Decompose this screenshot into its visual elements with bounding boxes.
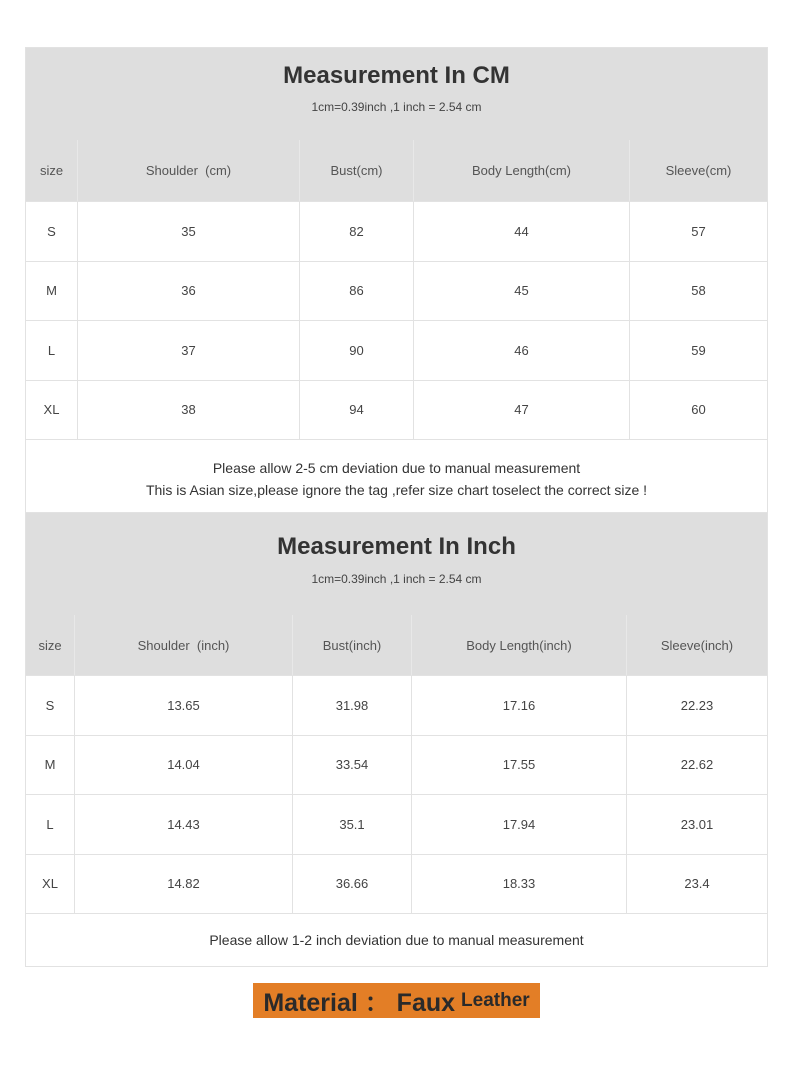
column-header-size: size <box>26 615 75 675</box>
shoulder-cell: 35 <box>78 202 300 261</box>
sleeve-cell: 23.01 <box>680 816 714 832</box>
inch-size-chart <box>25 513 768 967</box>
table-row <box>26 201 767 261</box>
body-length-cell: 44 <box>414 202 630 261</box>
sleeve-cell: 60 <box>691 402 706 418</box>
table-row <box>26 261 767 321</box>
size-cell: S <box>26 202 78 261</box>
size-cell: XL <box>26 855 75 914</box>
inch-chart-conversion-note: 1cm=0.39inch ,1 inch = 2.54 cm <box>311 572 482 586</box>
cm-size-chart <box>25 47 768 513</box>
column-header-shoulder: Shoulder (cm) <box>78 140 300 201</box>
size-cell: M <box>26 736 75 795</box>
bust-cell: 36.66 <box>293 855 412 914</box>
inch-column-headers <box>26 615 767 675</box>
column-header-shoulder: Shoulder (inch) <box>75 615 293 675</box>
table-row <box>26 675 767 735</box>
size-cell: L <box>26 795 75 854</box>
bust-cell: 82 <box>300 202 414 261</box>
sleeve-cell: 59 <box>691 342 706 358</box>
sleeve-cell: 58 <box>691 283 706 299</box>
size-cell: XL <box>26 381 78 440</box>
body-length-cell: 17.94 <box>412 795 627 854</box>
body-length-cell: 47 <box>414 381 630 440</box>
shoulder-cell: 37 <box>78 321 300 380</box>
inch-chart-title: Measurement In Inch <box>277 533 516 560</box>
size-cell: S <box>26 676 75 735</box>
material-banner <box>253 983 540 1018</box>
shoulder-cell: 14.04 <box>75 736 293 795</box>
bust-cell: 86 <box>300 262 414 321</box>
shoulder-cell: 36 <box>78 262 300 321</box>
asian-size-note-line: This is Asian size,please ignore the tag ,refer size chart toselect the correct size ! <box>145 482 648 498</box>
column-header-sleeve: Sleeve(inch) <box>660 637 734 653</box>
sleeve-cell: 22.62 <box>680 757 714 773</box>
material-label: Material ： Faux <box>263 988 456 1017</box>
table-row <box>26 794 767 854</box>
material-value: Leather <box>461 989 530 1011</box>
bust-cell: 33.54 <box>293 736 412 795</box>
deviation-note-line: Please allow 2-5 cm deviation due to manual measurement <box>212 460 581 476</box>
body-length-cell: 18.33 <box>412 855 627 914</box>
body-length-cell: 17.16 <box>412 676 627 735</box>
cm-deviation-note <box>26 439 767 514</box>
cm-column-headers <box>26 140 767 201</box>
shoulder-cell: 14.82 <box>75 855 293 914</box>
body-length-cell: 45 <box>414 262 630 321</box>
deviation-note-line: Please allow 1-2 inch deviation due to manual measurement <box>209 932 584 948</box>
table-row <box>26 380 767 440</box>
shoulder-cell: 13.65 <box>75 676 293 735</box>
body-length-cell: 17.55 <box>412 736 627 795</box>
cm-chart-title: Measurement In CM <box>283 62 510 89</box>
inch-chart-header <box>26 513 767 675</box>
column-header-bust: Bust(cm) <box>300 140 414 201</box>
table-row <box>26 854 767 914</box>
bust-cell: 35.1 <box>293 795 412 854</box>
column-header-body-length: Body Length(cm) <box>414 140 630 201</box>
bust-cell: 94 <box>300 381 414 440</box>
table-row <box>26 320 767 380</box>
column-header-size: size <box>26 140 78 201</box>
cm-chart-header <box>26 48 767 201</box>
size-cell: M <box>26 262 78 321</box>
bust-cell: 31.98 <box>293 676 412 735</box>
inch-deviation-note <box>26 913 767 966</box>
column-header-body-length: Body Length(inch) <box>412 615 627 675</box>
sleeve-cell: 57 <box>691 223 706 239</box>
table-row <box>26 735 767 795</box>
cm-chart-conversion-note: 1cm=0.39inch ,1 inch = 2.54 cm <box>311 100 482 114</box>
body-length-cell: 46 <box>414 321 630 380</box>
column-header-sleeve: Sleeve(cm) <box>665 163 732 178</box>
shoulder-cell: 38 <box>78 381 300 440</box>
column-header-bust: Bust(inch) <box>293 615 412 675</box>
bust-cell: 90 <box>300 321 414 380</box>
shoulder-cell: 14.43 <box>75 795 293 854</box>
size-cell: L <box>26 321 78 380</box>
sleeve-cell: 23.4 <box>684 876 710 892</box>
sleeve-cell: 22.23 <box>680 697 714 713</box>
